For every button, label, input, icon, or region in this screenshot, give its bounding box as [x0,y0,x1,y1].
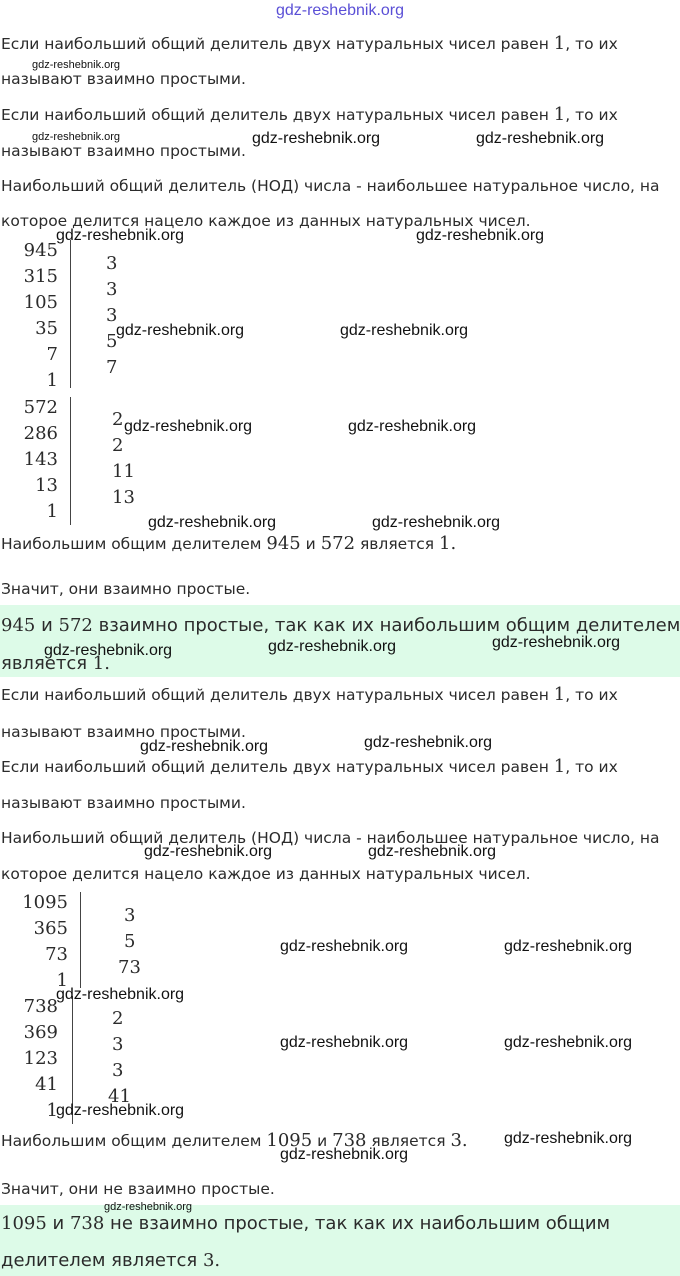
answer-2-line-2: делителем является 3. [1,1250,221,1271]
watermark: gdz-reshebnik.org [476,130,605,147]
watermark: gdz-reshebnik.org [504,1130,633,1147]
factorization-1095-dividends: 1095 365 73 1 [22,892,68,991]
watermark: gdz-reshebnik.org [56,1102,185,1119]
answer-2-line-1: 1095 и 738 не взаимно простые, так как их наибольшим общим [1,1213,611,1234]
watermark: gdz-reshebnik.org [140,738,269,755]
gcd-definition-line-1-part2: Наибольший общий делитель (НОД) числа - наибольшее натуральное число, на [1,829,660,847]
watermark: gdz-reshebnik.org [368,843,497,860]
factorization-572-dividends: 572 286 143 13 1 [23,397,58,522]
gcd-definition-line-1: Наибольший общий делитель (НОД) числа - наибольшее натуральное число, на [1,177,660,195]
watermark: gdz-reshebnik.org [280,938,409,955]
coprime-definition-line-2-part2: называют взаимно простыми. [1,723,246,741]
watermark: gdz-reshebnik.org [148,514,277,531]
coprime-definition-repeat-line-1: Если наибольший общий делитель двух натуральных чисел равен 1, то их [1,104,618,125]
factorization-1095-divisors: 3 5 73 [118,905,141,978]
watermark: gdz-reshebnik.org [364,734,493,751]
watermark: gdz-reshebnik.org [268,638,397,655]
answer-1-line-1: 945 и 572 взаимно простые, так как их наибольшим общим делителем [1,615,680,636]
watermark: gdz-reshebnik.org [416,227,545,244]
watermark: gdz-reshebnik.org [124,418,253,435]
watermark: gdz-reshebnik.org [504,938,633,955]
gcd-result-line: Наибольшим общим делителем 945 и 572 является 1. [1,533,457,554]
watermark: gdz-reshebnik.org [56,986,185,1003]
coprime-definition-line-2: называют взаимно простыми. [1,70,246,88]
factorization-945-divider-line [70,240,71,388]
watermark: gdz-reshebnik.org [56,227,185,244]
watermark: gdz-reshebnik.org [32,131,121,143]
watermark: gdz-reshebnik.org [116,322,245,339]
gcd-definition-line-2-part2: которое делится нацело каждое из данных натуральных чисел. [1,865,531,883]
factorization-738-divisors: 2 3 3 41 [108,1008,131,1107]
watermark: gdz-reshebnik.org [504,1034,633,1051]
watermark: gdz-reshebnik.org [348,418,477,435]
watermark: gdz-reshebnik.org [32,59,121,71]
answer-1-line-2: является 1. [1,653,110,674]
watermark: gdz-reshebnik.org [340,322,469,339]
coprime-definition-repeat-line-1-part2: Если наибольший общий делитель двух натуральных чисел равен 1, то их [1,756,618,777]
gcd-result-line-part2: Наибольшим общим делителем 1095 и 738 является 3. [1,1130,468,1151]
coprime-definition-line-1-part2: Если наибольший общий делитель двух натуральных чисел равен 1, то их [1,684,618,705]
watermark: gdz-reshebnik.org [280,1146,409,1163]
watermark: gdz-reshebnik.org [280,1034,409,1051]
watermark: gdz-reshebnik.org [104,1201,193,1213]
watermark: gdz-reshebnik.org [372,514,501,531]
conclusion-line: Значит, они взаимно простые. [1,580,251,598]
factorization-1095-divider-line [80,892,81,988]
coprime-definition-repeat-line-2-part2: называют взаимно простыми. [1,794,246,812]
conclusion-line-part2: Значит, они не взаимно простые. [1,1180,275,1198]
watermark: gdz-reshebnik.org [252,130,381,147]
answer-box-2 [0,1205,680,1276]
factorization-945-dividends: 945 315 105 35 7 1 [23,240,58,391]
factorization-572-divider-line [70,397,71,525]
factorization-572-divisors: 2 2 11 13 [112,409,135,508]
site-header-link[interactable]: gdz-reshebnik.org [275,2,405,19]
factorization-945-divisors: 3 3 3 5 7 [106,253,118,378]
watermark: gdz-reshebnik.org [492,634,621,651]
watermark: gdz-reshebnik.org [144,843,273,860]
watermark: gdz-reshebnik.org [44,642,173,659]
gcd-definition-line-2: которое делится нацело каждое из данных натуральных чисел. [1,212,531,230]
coprime-definition-repeat-line-2: называют взаимно простыми. [1,142,246,160]
coprime-definition-line-1: Если наибольший общий делитель двух натуральных чисел равен 1, то их [1,33,618,54]
factorization-738-dividends: 738 369 123 41 1 [23,996,58,1121]
